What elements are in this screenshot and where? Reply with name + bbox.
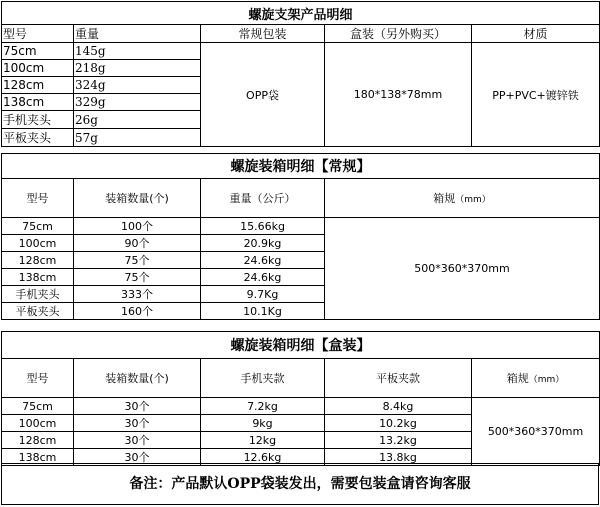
packaging-note: 备注：产品默认OPP袋装发出，需要包装盒请咨询客服: [1, 463, 599, 505]
model-cell: 平板夹头: [2, 129, 74, 147]
header-model: 型号: [2, 25, 74, 43]
header-standard-pack: 常规包装: [201, 25, 325, 43]
model-cell: 100cm: [2, 415, 74, 432]
carton-value: 500*360*370mm: [472, 398, 600, 466]
standard-packing-table: [1, 153, 600, 320]
carton-label: 箱规: [506, 372, 529, 385]
table-row: [2, 398, 600, 415]
weight-cell: 26g: [74, 111, 201, 129]
qty-cell: 160个: [74, 303, 201, 320]
model-cell: 100cm: [2, 235, 74, 252]
header-weight: 重量: [74, 25, 201, 43]
model-cell: 138cm: [2, 269, 74, 286]
qty-cell: 75个: [74, 269, 201, 286]
weight-cell: 15.66kg: [201, 218, 325, 235]
phone-weight-cell: 12.6kg: [201, 449, 325, 466]
table-row: [2, 43, 600, 60]
model-cell: 平板夹头: [2, 303, 74, 320]
qty-cell: 30个: [74, 398, 201, 415]
box-pack-value: 180*138*78mm: [325, 43, 472, 147]
table-row: [2, 218, 600, 235]
header-carton: [325, 179, 600, 218]
model-cell: 128cm: [2, 432, 74, 449]
model-cell: 75cm: [2, 218, 74, 235]
weight-cell: 329g: [74, 94, 201, 111]
header-weight: 重量（公斤）: [201, 179, 325, 218]
qty-cell: 90个: [74, 235, 201, 252]
standard-pack-value: OPP袋: [201, 43, 325, 147]
qty-cell: 30个: [74, 449, 201, 466]
spreadsheet: [1, 1, 599, 505]
product-table-title: 螺旋支架产品明细: [2, 2, 600, 25]
model-cell: 75cm: [2, 43, 74, 60]
material-value: PP+PVC+镀锌铁: [472, 43, 600, 147]
weight-cell: 145g: [74, 43, 201, 60]
qty-cell: 333个: [74, 286, 201, 303]
model-cell: 128cm: [2, 252, 74, 269]
phone-weight-cell: 7.2kg: [201, 398, 325, 415]
weight-cell: 218g: [74, 60, 201, 77]
weight-cell: 10.1Kg: [201, 303, 325, 320]
qty-cell: 100个: [74, 218, 201, 235]
header-model: 型号: [2, 179, 74, 218]
phone-weight-cell: 9kg: [201, 415, 325, 432]
tablet-weight-cell: 13.2kg: [325, 432, 472, 449]
carton-unit: （mm）: [455, 195, 491, 205]
header-material: 材质: [472, 25, 600, 43]
model-cell: 手机夹头: [2, 111, 74, 129]
tablet-weight-cell: 10.2kg: [325, 415, 472, 432]
weight-cell: 20.9kg: [201, 235, 325, 252]
product-table: [1, 1, 600, 147]
header-phone-clamp: 手机夹款: [201, 359, 325, 398]
box-packing-table: [1, 331, 600, 466]
header-box-pack: 盒装（另外购买）: [325, 25, 472, 43]
model-cell: 128cm: [2, 77, 74, 94]
tablet-weight-cell: 8.4kg: [325, 398, 472, 415]
header-qty: 装箱数量(个): [74, 359, 201, 398]
header-qty: 装箱数量(个): [74, 179, 201, 218]
model-cell: 75cm: [2, 398, 74, 415]
tablet-weight-cell: 13.8kg: [325, 449, 472, 466]
weight-cell: 9.7Kg: [201, 286, 325, 303]
model-cell: 100cm: [2, 60, 74, 77]
header-tablet-clamp: 平板夹款: [325, 359, 472, 398]
phone-weight-cell: 12kg: [201, 432, 325, 449]
carton-unit: （mm）: [528, 375, 565, 385]
qty-cell: 30个: [74, 432, 201, 449]
qty-cell: 75个: [74, 252, 201, 269]
weight-cell: 24.6kg: [201, 252, 325, 269]
header-model: 型号: [2, 359, 74, 398]
weight-cell: 324g: [74, 77, 201, 94]
carton-value: 500*360*370mm: [325, 218, 600, 320]
model-cell: 手机夹头: [2, 286, 74, 303]
carton-label: 箱规: [433, 192, 456, 205]
model-cell: 138cm: [2, 449, 74, 466]
weight-cell: 24.6kg: [201, 269, 325, 286]
model-cell: 138cm: [2, 94, 74, 111]
qty-cell: 30个: [74, 415, 201, 432]
header-carton: [472, 359, 600, 398]
box-table-title: 螺旋装箱明细【盒装】: [2, 332, 600, 359]
standard-table-title: 螺旋装箱明细【常规】: [2, 154, 600, 179]
weight-cell: 57g: [74, 129, 201, 147]
